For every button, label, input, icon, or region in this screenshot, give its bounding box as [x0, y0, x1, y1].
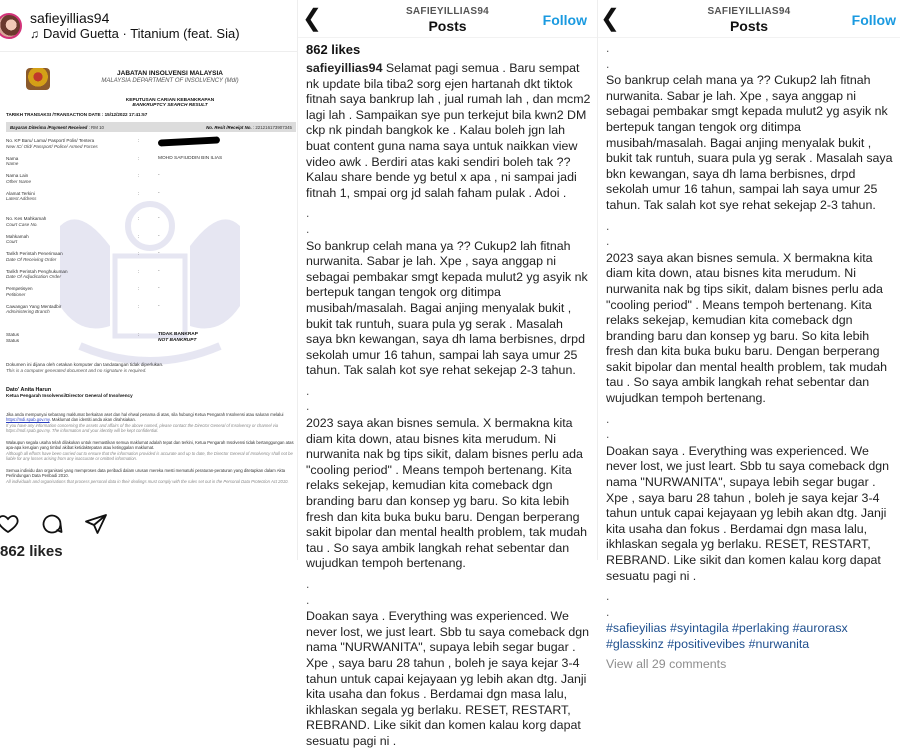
caption-paragraph-3: 2023 saya akan bisnes semula. X bermakna kita diam kita down, atau bisnes kita merudum. Ni nurwanita nak bg tips sikit, dalam bisnes perlu ada "cooling period" . Means tempoh bertenang. Kita relaks sekejap, kemudian kita comeback dgn branding baru dan konsep yg baru. So kita lebih fresh dan kita buka buku baru. Dengan berperang sakit bipolar dan mental health problem, tak mudah tau . So saya ambik langkah rehat sebentar dan wujudkan tempoh bertenang.: [306, 416, 591, 571]
field-label: Mahkamah Court: [6, 233, 29, 245]
document-field-row: Tarikh Perintah Penerimaan Date Of Receiving Order : -: [6, 251, 296, 269]
field-value: -: [158, 251, 160, 256]
field-label: Nama Lain Other Name: [6, 173, 32, 184]
dot-separator: .: [606, 411, 610, 426]
field-label: Tarikh Perintah Penerimaan Date Of Receiving Order: [6, 251, 63, 262]
dot-separator: .: [606, 427, 610, 442]
post-header: [0, 0, 297, 52]
caption-paragraph-4: Doakan saya . Everything was experienced. We never lost, we just leart. Sbb tu saya comeback dgn nama "NURWANITA", supaya lebih segar bugar . Xpe , saya baru 28 tahun , boleh je saya kejar 3-4 tahun untuk capai kejayaan yg lebih akan dtg. Janji kita usaha dan fokus . Berdamai dgn masa lalu, ikhlaskan segala yg berlaku. RESET, RESTART, REBRAND. Like sikit dan komen kalau korg dapat sesuatu pagi ni .: [606, 443, 893, 583]
redaction-mark: [158, 136, 220, 146]
hashtags[interactable]: #safieyilias #syintagila #perlaking #aurorasx #glasskinz #positivevibes #nurwanita: [606, 621, 852, 651]
heart-icon[interactable]: [0, 512, 20, 536]
dot-separator: .: [306, 399, 310, 414]
agency-title: JABATAN INSOLVENSI MALAYSIA MALAYSIA DEPARTMENT OF INSOLVENCY (MdI): [101, 70, 239, 84]
caption-paragraph-1: safieyillias94 Selamat pagi semua . Baru sempat nk update bila tiba2 sorg ejen hartanah dkt tiktok fitnah saya bankrup lah , jual rumah lah , dan mcm2 lagi lah . Sampaikan sye pun terkejut bila kwn2 DM ckp nk pindah bangkok ke . Kalau boleh jgn lah buat content guna nama saya untuk naikkan view video awk . Berdiri atas kaki sendiri boleh tak ?? Kalau share bende yg betul x apa , ni sampai jadi fitnah 1, smpai org jd salah faham pulak . Adoi .: [306, 61, 594, 200]
dot-separator: .: [306, 592, 310, 607]
header-username: SAFIEYILLIAS94: [405, 6, 490, 17]
payment-bar: Bayaran Diterima /Payment Received : RM 10 No. Resit /Receipt No. : 221216173907345: [6, 122, 296, 132]
dot-separator: .: [306, 221, 310, 236]
dot-separator: .: [606, 56, 610, 71]
caption-paragraph-4: Doakan saya . Everything was experienced. We never lost, we just leart. Sbb tu saya comeback dgn nama "NURWANITA", supaya lebih segar bugar . Xpe , saya baru 28 tahun , boleh je saya kejar 3-4 tahun untuk capai kejayaan yg lebih akan dtg. Janji kita usaha dan fokus . Berdamai dgn masa lalu, ikhlaskan segala yg berlaku. RESET, RESTART, REBRAND. Like sikit dan komen kalau korg dapat sesuatu pagi ni .: [306, 609, 593, 748]
document-field-row: Nama Lain Other Name : -: [6, 173, 296, 191]
field-label: Alamat Terkini Latest Address: [6, 190, 37, 202]
document-field-row: No. Kes Mahkamah Court Case No. : -: [6, 216, 296, 234]
post-actions: [0, 512, 108, 536]
field-value: -: [158, 233, 160, 239]
comment-icon[interactable]: [40, 512, 64, 536]
dot-separator: .: [606, 234, 610, 249]
dot-separator: .: [306, 577, 310, 591]
caption-panel-1: [297, 0, 597, 748]
caption-paragraph-2: So bankrup celah mana ya ?? Cukup2 lah fitnah nurwanita. Sabar je lah. Xpe , saya anggap ni sebagai pembakar smgt kepada mulut2 yg asyik nk bertepuk tangan tengok org ditimpa musibah/masalah. Bagai anjing menyalak bukit , bukit tak runtuh, suara pula yg serak . Masalah saya bkn kewangan, saya dh lama berbisnes, drpd sekolah umur 16 tahun, sampai lah saya umur 25 tahun. Tak salah kot sye rehat sekejap 2-3 tahun.: [306, 238, 592, 378]
caption-paragraph-3: 2023 saya akan bisnes semula. X bermakna kita diam kita down, atau bisnes kita merudum. Ni nurwanita nak bg tips sikit, dalam bisnes perlu ada "cooling period" . Means tempoh bertenang. Kita relaks sekejap, kemudian kita comeback dgn branding baru dan konsep yg baru. So kita lebih fresh dan kita buka buku baru. Dengan berperang sakit bipolar dan mental health problem, tak mudah tau . So saya ambik langkah rehat sebentar dan wujudkan tempoh bertenang.: [606, 250, 891, 406]
dot-separator: .: [606, 218, 610, 233]
field-value: -: [158, 286, 160, 291]
field-value: -: [158, 303, 160, 309]
mdi-link[interactable]: https://mdi.spab.gov.my: [6, 417, 50, 423]
chevron-left-icon[interactable]: ❮: [600, 5, 621, 32]
posts-header: [298, 0, 597, 38]
header-title: Posts: [729, 18, 769, 34]
document-field-row: Nama Name : MOHD SAFIUDDIN BIN ILIAS: [6, 156, 296, 174]
field-label: No. KP Baru/ Lama/ Pasport/ Polis/ Tentera New IC/ Old/ Passport/ Police/ Armed Forces: [6, 138, 98, 149]
document-field-row: Cawangan Yang Mentadbir Administering Branch : -: [6, 304, 296, 322]
dot-separator: .: [306, 383, 310, 398]
document-fields: [6, 138, 296, 321]
dot-separator: .: [306, 206, 310, 221]
field-value: -: [158, 268, 160, 274]
music-title: David Guetta · Titanium (feat. Sia): [43, 26, 240, 41]
dot-separator: .: [606, 41, 610, 55]
like-count[interactable]: 862 likes: [306, 42, 361, 57]
status-value: TIDAK BANKRAP NOT BANKRUPT: [158, 332, 198, 343]
like-count[interactable]: 862 likes: [0, 543, 63, 560]
avatar[interactable]: [0, 13, 22, 39]
posts-header: [598, 0, 900, 38]
document-field-row: Alamat Terkini Latest Address : -: [6, 191, 296, 209]
status-field: Status Status : TIDAK BANKRAP NOT BANKRUPT: [6, 332, 296, 350]
field-value: -: [158, 216, 160, 221]
disclaimer-paragraph-3: Semua individu dan organisasi yang memproses data peribadi dalam urusan mereka mesti mematuhi peraturan-peraturan yang ditetapkan dalam Akta Perlindungan Data Peribadi 2010. All individuals and organisations that process personal data in their dealings must comply with the rules set out in the Personal Data Protection Act 2010.: [6, 468, 289, 484]
header-username: SAFIEYILLIAS94: [707, 6, 791, 17]
field-value: MOHD SAFIUDDIN BIN ILIAS: [158, 155, 223, 161]
header-title: Posts: [428, 18, 467, 34]
field-value: [158, 138, 296, 156]
transaction-date: TARIKH TRANSAKSI /TRANSACTION DATE : 15/12/2022 17:41:57: [6, 112, 148, 117]
bankruptcy-document-image: [0, 56, 297, 496]
document-title: KEPUTUSAN CARIAN KEBANKRAPAN BANKRUPTCY SEARCH RESULT: [125, 98, 215, 108]
view-all-comments-link[interactable]: View all 29 comments: [606, 656, 727, 671]
document-field-row: Pempetisyen Petitioner : -: [6, 286, 296, 304]
disclaimer-paragraph-1: Jika anda mempunyai sebarang maklumat berkaitan aset dan hal ehwal penama di atas, sila hubungi Ketua Pengarah Insolvensi atau saluran melalui https://mdi.spab.gov.my. Maklumat dan identiti anda akan dirahsiakan. If you have any information concerning the assets and affairs of the above named, please contact the Director General of Insolvency or channel via https://mdi.spab.gov.my. The information and your identity will be kept confidential.: [6, 412, 284, 433]
field-label: Cawangan Yang Mentadbir Administering Branch: [6, 303, 62, 315]
dot-separator: .: [606, 589, 610, 604]
signatory: Dato' Anita Harun Ketua Pengarah Insolvensi/Director General of Insolvency: [6, 387, 133, 398]
field-value: -: [158, 190, 160, 196]
send-icon[interactable]: [84, 512, 108, 536]
follow-button[interactable]: Follow: [542, 12, 587, 28]
post-panel: [0, 0, 297, 560]
field-label: Tarikh Perintah Penghukuman Date Of Adjudication Order: [6, 268, 68, 280]
chevron-left-icon[interactable]: ❮: [302, 5, 323, 32]
document-field-row: Mahkamah Court : -: [6, 234, 296, 252]
caption-panel-2: [597, 0, 900, 671]
music-label[interactable]: [30, 26, 240, 41]
disclaimer-paragraph-2: Walaupun segala usaha telah dilakukan untuk memastikan semua maklumat adalah tepat dan terkini, Ketua Pengarah Insolvensi tidak bertanggungan atas apa-apa kerugian yang timbul akibat ketidaktepatan atau ketinggalan maklumat. Although all efforts have been carried out to ensure that the information provided is accurate and up to date, the Director General of Insolvency shall not be liable for any losses arising from any inaccurate or omitted information.: [6, 440, 294, 461]
coat-of-arms-logo: [26, 68, 50, 90]
document-field-row: Tarikh Perintah Penghukuman Date Of Adjudication Order : -: [6, 269, 296, 287]
document-field-row: No. KP Baru/ Lama/ Pasport/ Polis/ Tentera New IC/ Old/ Passport/ Police/ Armed Forces :: [6, 138, 296, 156]
field-label: Pempetisyen Petitioner: [6, 286, 33, 297]
follow-button[interactable]: Follow: [851, 12, 896, 28]
caption-paragraph-2: So bankrup celah mana ya ?? Cukup2 lah fitnah nurwanita. Sabar je lah. Xpe , saya anggap ni sebagai pembakar smgt kepada mulut2 yg asyik nk bertepuk tangan tengok org ditimpa musibah/masalah. Bagai anjing menyalak bukit , bukit tak runtuh, suara pula yg serak . Masalah saya bkn kewangan, saya dh lama berbisnes, drpd sekolah umur 16 tahun, sampai lah saya umur 25 tahun. Tak salah kot sye rehat sekejap 2-3 tahun.: [606, 73, 896, 212]
dot-separator: .: [606, 604, 610, 619]
field-label: No. Kes Mahkamah Court Case No.: [6, 216, 47, 227]
field-value: -: [158, 173, 160, 178]
post-username[interactable]: safieyillias94: [30, 10, 110, 26]
field-label: Nama Name: [6, 155, 19, 167]
music-note-icon: ♫: [30, 26, 39, 41]
caption-username[interactable]: safieyillias94: [306, 61, 383, 75]
computer-generated-note: Dokumen ini dijana oleh cetakan komputer dan tandatangan tidak diperlukan. This is a computer generated document and no signature is required.: [6, 362, 164, 373]
